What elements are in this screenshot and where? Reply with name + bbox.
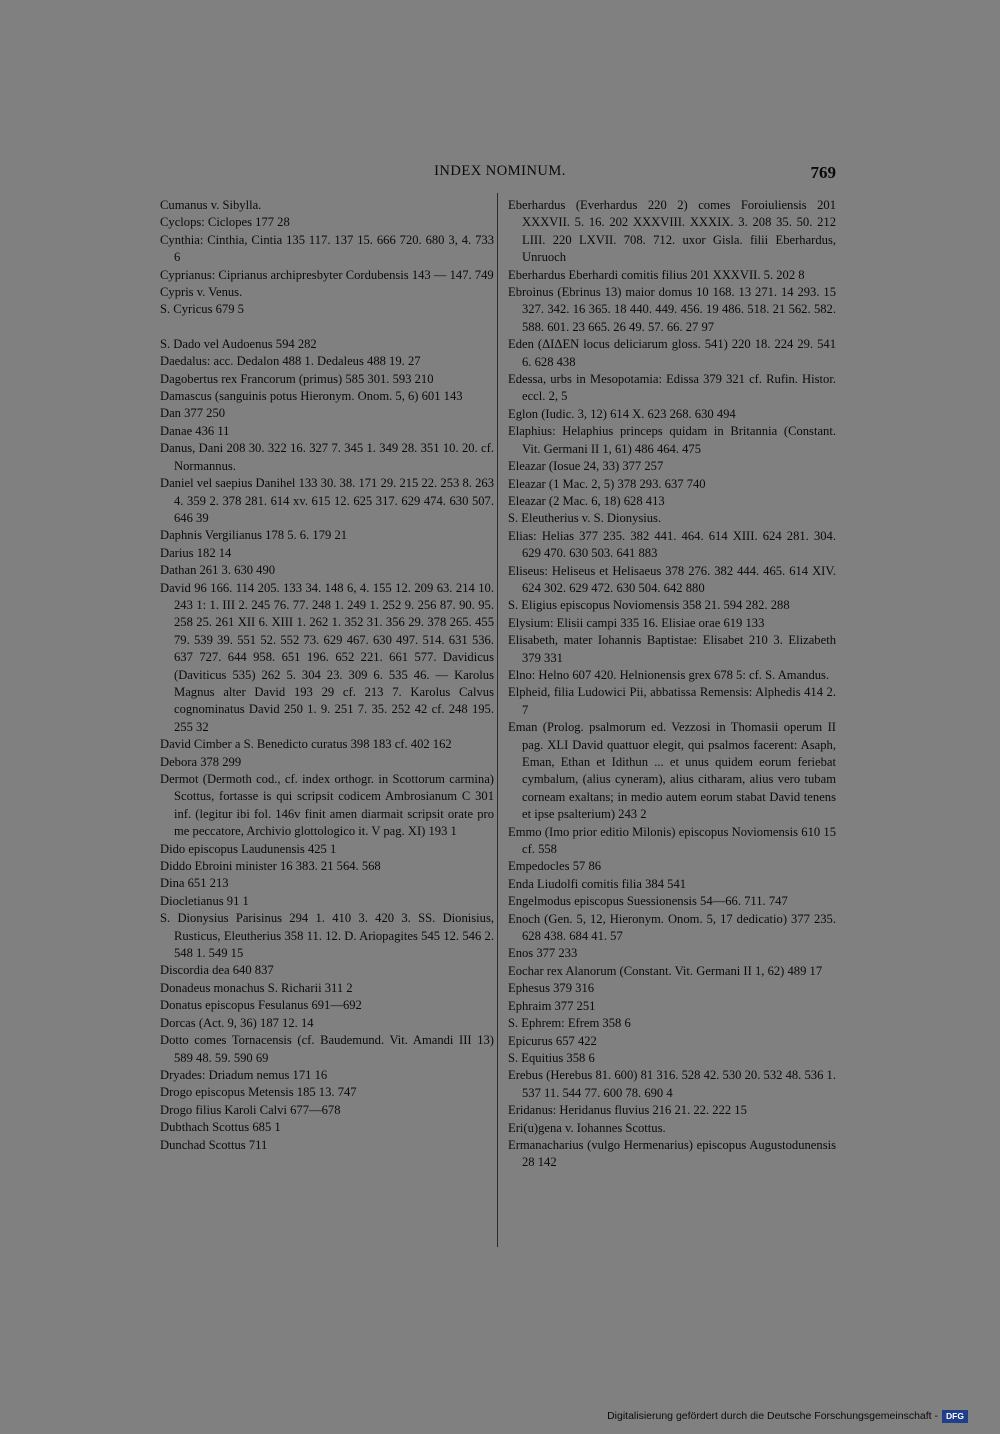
index-entry: Dubthach Scottus 685 1 — [160, 1120, 281, 1135]
index-entry: David Cimber a S. Benedicto curatus 398 183 cf. 402 162 — [160, 737, 452, 752]
index-entry: Elaphius: Helaphius princeps quidam in Britannia (Constant. Vit. Germani II 1, 61) 486 464. 475 — [508, 424, 836, 456]
index-column-left — [160, 197, 494, 1154]
index-entry: S. Cyricus 679 5 — [160, 302, 244, 317]
index-entry: Eglon (Iudic. 3, 12) 614 X. 623 268. 630 494 — [508, 406, 736, 421]
index-entry: Dunchad Scottus 711 — [160, 1137, 268, 1152]
index-entry: Epicurus 657 422 — [508, 1033, 597, 1048]
index-entry: Debora 378 299 — [160, 754, 242, 769]
index-entry: Eochar rex Alanorum (Constant. Vit. Germani II 1, 62) 489 17 — [508, 963, 823, 978]
index-entry: Ephesus 379 316 — [508, 981, 595, 996]
index-entry: Dermot (Dermoth cod., cf. index orthogr. in Scottorum carmina) Scottus, fortasse is qui scripsit codicem Ambrosianum C 301 inf. (legitur ibi fol. 146v finit amen diarmait scripsit orate pro me peccatore, Archivio glottologico it. V pag. XI) 193 1 — [160, 772, 494, 839]
index-entry: Empedocles 57 86 — [508, 859, 602, 874]
index-entry: Eman (Prolog. psalmorum ed. Vezzosi in Thomasii operum II pag. XLI David quattuor elegit, qui psalmos facerent: Asaph, Eman, Ethan et Idithun ... et unus quidem eorum feriebat cymbalum, (alius cyneram), alius citharam, alius vero tubam corneam exaltans; in medio autem eorum stabat David tenens et ipse psalterium) 243 2 — [508, 720, 836, 822]
index-entry: Eberhardus Eberhardi comitis filius 201 XXXVII. 5. 202 8 — [508, 267, 805, 282]
index-entry: Damascus (sanguinis potus Hieronym. Onom. 5, 6) 601 143 — [160, 389, 463, 404]
digitization-footer — [607, 1408, 968, 1424]
index-entry: Eleazar (Iosue 24, 33) 377 257 — [508, 459, 664, 474]
index-entry: S. Eleutherius v. S. Dionysius. — [508, 511, 662, 526]
page-title: INDEX NOMINUM. — [434, 163, 566, 179]
index-entry: Ebroinus (Ebrinus 13) maior domus 10 168. 13 271. 14 293. 15 327. 342. 16 365. 18 440. 449. 456. 19 486. 518. 21 562. 582. 588. 601. 23 665. 26 49. 57. 66. 27 97 — [508, 285, 836, 334]
footer-credit-text: Digitalisierung gefördert durch die Deutsche Forschungsgemeinschaft - — [607, 1410, 938, 1422]
index-entry: Enoch (Gen. 5, 12, Hieronym. Onom. 5, 17 dedicatio) 377 235. 628 438. 684 41. 57 — [508, 911, 836, 944]
index-entry: Dotto comes Tornacensis (cf. Baudemund. Vit. Amandi III 13) 589 48. 59. 590 69 — [160, 1033, 494, 1065]
index-entry: Darius 182 14 — [160, 545, 232, 560]
index-entry: Eberhardus (Everhardus 220 2) comes Foroiuliensis 201 XXXVII. 5. 16. 202 XXXVIII. XXXIX. 3. 208 35. 50. 212 LIII. 220 LXVII. 708. 712. uxor Gisla. filii Eberhardus, Unruoch — [508, 198, 836, 265]
index-column-right — [508, 197, 836, 1172]
index-entry: David 96 166. 114 205. 133 34. 148 6, 4. 155 12. 209 63. 214 10. 243 1: 1. III 2. 245 76. 77. 248 1. 249 1. 252 9. 256 87. 90. 95. 258 25. 261 XII 6. XIII 1. 262 1. 352 31. 356 29. 378 265. 455 79. 539 39. 551 52. 552 73. 629 467. 630 497. 514. 631 536. 637 727. 644 958. 651 196. 652 221. 661 577. Davidicus (Daviticus 535) 262 5. 304 23. 309 6. 535 46. — Karolus Magnus alter David 193 29 cf. 213 7. Karolus Calvus cognominatus David 250 1. 9. 251 7. 35. 252 42 cf. 248 195. 255 32 — [160, 580, 494, 734]
index-entry: Enos 377 233 — [508, 946, 578, 961]
index-entry: Dagobertus rex Francorum (primus) 585 301. 593 210 — [160, 371, 434, 386]
index-entry: Edessa, urbs in Mesopotamia: Edissa 379 321 cf. Rufin. Histor. eccl. 2, 5 — [508, 372, 836, 404]
index-entry: Daniel vel saepius Danihel 133 30. 38. 171 29. 215 22. 253 8. 263 4. 359 2. 378 281. 614 xv. 615 12. 625 317. 629 474. 630 507. 646 39 — [160, 476, 494, 525]
index-entry: S. Equitius 358 6 — [508, 1050, 595, 1065]
index-entry: Eri(u)gena v. Iohannes Scottus. — [508, 1120, 666, 1135]
index-entry: S. Dado vel Audoenus 594 282 — [160, 336, 317, 351]
index-entry: Cumanus v. Sibylla. — [160, 198, 262, 212]
index-entry: Eleazar (2 Mac. 6, 18) 628 413 — [508, 493, 665, 508]
index-entry: Erebus (Herebus 81. 600) 81 316. 528 42. 530 20. 532 48. 536 1. 537 11. 544 77. 600 78. 690 4 — [508, 1068, 836, 1100]
index-entry: Discordia dea 640 837 — [160, 963, 274, 978]
index-entry: Elno: Helno 607 420. Helnionensis grex 678 5: cf. S. Amandus. — [508, 667, 830, 682]
index-entry: Drogo filius Karoli Calvi 677—678 — [160, 1102, 341, 1117]
index-entry: Drogo episcopus Metensis 185 13. 747 — [160, 1085, 357, 1100]
index-entry: Danus, Dani 208 30. 322 16. 327 7. 345 1. 349 28. 351 10. 20. cf. Normannus. — [160, 441, 494, 473]
index-entry: Danae 436 11 — [160, 423, 230, 438]
dfg-logo-icon: DFG — [942, 1410, 968, 1423]
index-entry: Ermanacharius (vulgo Hermenarius) episcopus Augustodunensis 28 142 — [508, 1137, 836, 1170]
index-entry: Eridanus: Heridanus fluvius 216 21. 22. 222 15 — [508, 1103, 747, 1118]
index-entry: Elisabeth, mater Iohannis Baptistae: Elisabet 210 3. Elizabeth 379 331 — [508, 633, 836, 665]
index-entry: Engelmodus episcopus Suessionensis 54—66. 711. 747 — [508, 894, 788, 909]
index-entry: Cypris v. Venus. — [160, 285, 243, 300]
index-entry: Eleazar (1 Mac. 2, 5) 378 293. 637 740 — [508, 476, 706, 491]
index-entry: Enda Liudolfi comitis filia 384 541 — [508, 876, 687, 891]
index-entry: Eliseus: Heliseus et Helisaeus 378 276. 382 444. 465. 614 XIV. 624 302. 629 472. 630 504. 642 880 — [508, 563, 836, 595]
index-entry: Diocletianus 91 1 — [160, 893, 249, 908]
index-entry: Dorcas (Act. 9, 36) 187 12. 14 — [160, 1015, 314, 1030]
index-entry: Dido episcopus Laudunensis 425 1 — [160, 841, 337, 856]
index-entry: Dan 377 250 — [160, 406, 226, 421]
index-entry: Elysium: Elisii campi 335 16. Elisiae orae 619 133 — [508, 615, 765, 630]
index-entry: Elpheid, filia Ludowici Pii, abbatissa Remensis: Alphedis 414 2. 7 — [508, 685, 836, 717]
page-number: 769 — [810, 163, 836, 182]
index-entry: Donadeus monachus S. Richarii 311 2 — [160, 980, 353, 995]
index-entry: Daphnis Vergilianus 178 5. 6. 179 21 — [160, 528, 348, 543]
index-entry: Eden (ΔΙΔΕΝ locus deliciarum gloss. 541) 220 18. 224 29. 541 6. 628 438 — [508, 337, 836, 369]
index-entry: Emmo (Imo prior editio Milonis) episcopus Noviomensis 610 15 cf. 558 — [508, 824, 836, 857]
index-entry: Cynthia: Cinthia, Cintia 135 117. 137 15. 666 720. 680 3, 4. 733 6 — [160, 232, 494, 265]
index-entry: Elias: Helias 377 235. 382 441. 464. 614 XIII. 624 281. 304. 629 470. 630 503. 641 883 — [508, 528, 836, 561]
index-entry: Dryades: Driadum nemus 171 16 — [160, 1067, 328, 1082]
index-entry: S. Ephrem: Efrem 358 6 — [508, 1016, 631, 1031]
index-entry: Donatus episcopus Fesulanus 691—692 — [160, 998, 362, 1013]
index-entry: Diddo Ebroini minister 16 383. 21 564. 568 — [160, 859, 381, 874]
index-entry: Ephraim 377 251 — [508, 998, 596, 1013]
column-divider — [497, 193, 498, 1247]
index-entry: S. Dionysius Parisinus 294 1. 410 3. 420 3. SS. Dionisius, Rusticus, Eleutherius 358 11. 12. D. Ariopagites 545 12. 546 2. 548 1. 549 15 — [160, 911, 494, 961]
index-entry: Dina 651 213 — [160, 876, 229, 891]
index-entry: S. Eligius episcopus Noviomensis 358 21. 594 282. 288 — [508, 598, 790, 613]
index-entry: Dathan 261 3. 630 490 — [160, 563, 276, 578]
index-entry: Daedalus: acc. Dedalon 488 1. Dedaleus 488 19. 27 — [160, 354, 421, 369]
index-entry: Cyprianus: Ciprianus archipresbyter Cordubensis 143 — 147. 749 — [160, 267, 494, 282]
index-entry: Cyclops: Ciclopes 177 28 — [160, 215, 290, 230]
